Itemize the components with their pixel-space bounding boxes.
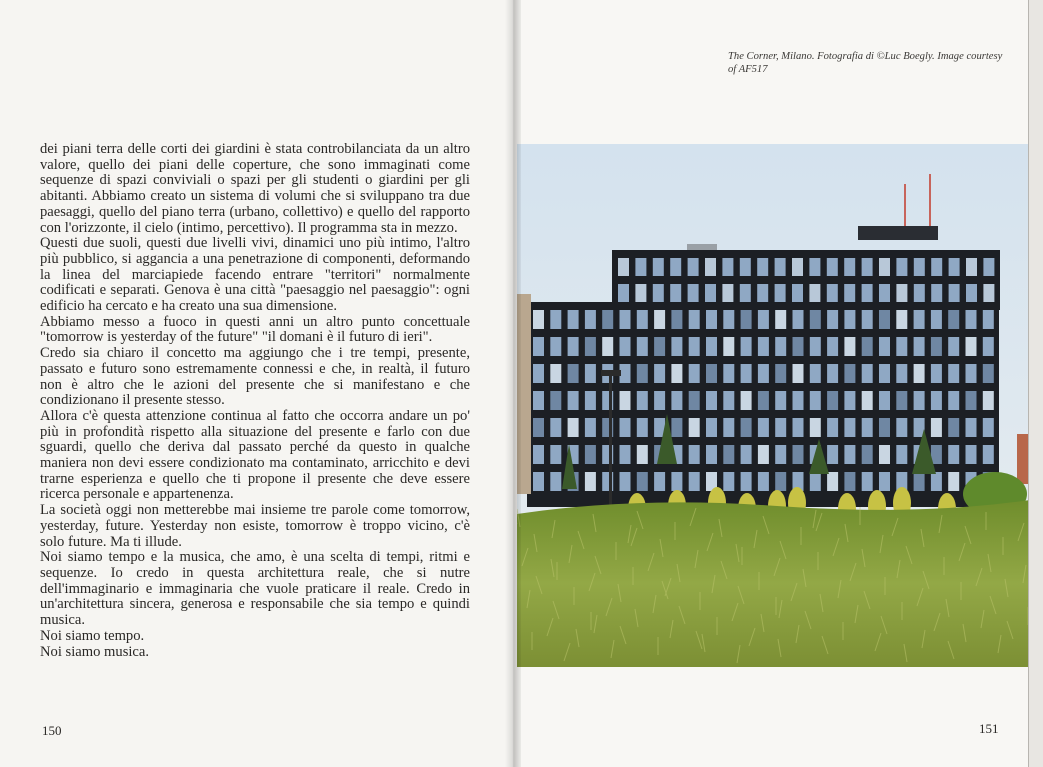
photo-caption: The Corner, Milano. Fotografia di ©Luc Boegly. Image courtesy of AF517 <box>728 51 1003 75</box>
paragraph-5: Allora c'è questa attenzione continua al fatto che occorra andare un po' più in profondità rispetto alla situazione del presente e farlo con due sguardi, quello che deriva dal passato perché da questo in qualche maniera non devi essere condizionato ma contaminato, arricchito e devi trarne esperienza e quello che ti propone il presente che deve essere ricerca personale e appartenenza. <box>40 407 470 503</box>
roof-structure <box>858 226 938 240</box>
left-page <box>0 0 512 767</box>
book-gutter <box>505 0 521 767</box>
page-edge <box>1028 0 1043 767</box>
paragraph-8: Noi siamo tempo. <box>40 627 145 644</box>
paragraph-3: Abbiamo messo a fuoco in questi anni un altro punto concettuale "tomorrow is yesterday of the future" "il domani è il futuro di ieri". <box>40 313 470 346</box>
paragraph-7: Noi siamo tempo e la musica, che amo, è una scelta di tempi, ritmi e sequenze. Io credo in questa architettura reale, che si nutre dell'immaginario e immaginaria che vuole praticare il reale. Credo in un'architettura sincera, generosa e responsabile che sia tempo e quindi musica. <box>40 549 470 629</box>
meadow <box>517 500 1030 667</box>
paragraph-1: dei piani terra delle corti dei giardini è stata controbilanciata da un altro valore, quello dei piani delle coperture, che sono immaginati come sequenze di spazi conviviali o spazi per gli studenti o giardini per gli abitanti. Abbiamo creato un sistema di volumi che si sviluppano tra due paesaggi, quello del piano terra (urbano, collettivo) e quello del rapporto con l'orizzonte, il cielo (intimo, percettivo). Il programma sta in mezzo. <box>40 141 470 236</box>
building-photo <box>517 144 1030 667</box>
page-number-right: 151 <box>979 721 999 736</box>
paragraph-6: La società oggi non metterebbe mai insieme tre parole come tomorrow, yesterday, future. Yesterday non esiste, tomorrow è troppo vicino, c'è solo future. Ma ti illude. <box>40 502 470 550</box>
body-text <box>40 142 470 660</box>
page-number-left: 150 <box>42 723 62 738</box>
paragraph-4: Credo sia chiaro il concetto ma aggiungo che i tre tempi, presente, passato e futuro sono estremamente connessi e che, in realtà, il futuro non è altro che le azioni del presente che si manifestano e che condizionano il presente stesso. <box>40 345 470 409</box>
paragraph-9: Noi siamo musica. <box>40 643 150 660</box>
paragraph-2: Questi due suoli, questi due livelli vivi, dinamici uno più intimo, l'altro più pubblico, si aggancia a una penetrazione di componenti, deformando la linea del marciapiede facendo entrare "territori" normalmente codificati e separati. Genova è una città "paesaggio nel paesaggio": ogni edificio ha cercato e ha creato una sua dimensione. <box>40 235 470 315</box>
